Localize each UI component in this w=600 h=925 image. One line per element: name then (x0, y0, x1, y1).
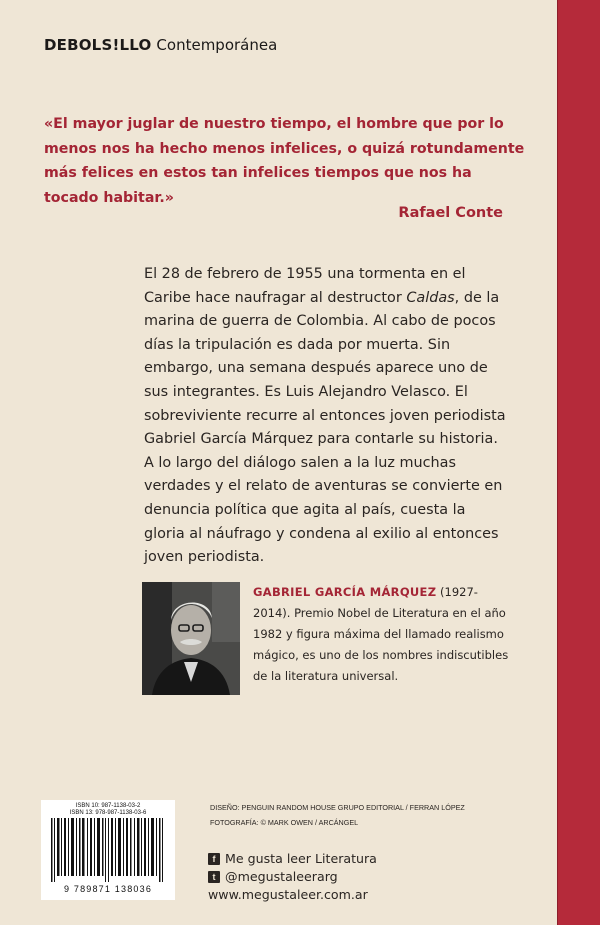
ship-name: Caldas (406, 289, 455, 306)
quote-author: Rafael Conte (398, 205, 503, 221)
social-links (208, 850, 377, 904)
isbn-13: ISBN 13: 978-987-1138-03-6 (69, 810, 147, 816)
author-name: GABRIEL GARCÍA MÁRQUEZ (253, 585, 437, 599)
facebook-row[interactable] (208, 850, 377, 868)
twitter-icon: t (208, 871, 220, 883)
facebook-label: Me gusta leer Literatura (225, 851, 377, 866)
publisher-name: DEBOLS!LLO (44, 36, 152, 54)
isbn-10: ISBN 10: 987-1138-03-2 (75, 803, 141, 809)
synopsis-paragraph-1: El 28 de febrero de 1955 una tormenta en el Caribe hace naufragar al destructor Caldas, de la marina de guerra de Colombia. Al cabo de pocos días la tripulación es dada por muerta. Sin embargo, una semana después aparece uno de sus integrantes. Es Luis Alejandro Velasco. El sobreviviente recurre al entonces joven periodista Gabriel García Márquez para contarle su historia. (144, 266, 506, 448)
collection-name: Contemporánea (156, 36, 278, 54)
blurb-quote: «El mayor juglar de nuestro tiempo, el hombre que por lo menos nos ha hecho menos infelices, o quizá rotundamente más felices en estos tan infelices tiempos que nos ha tocado habitar.» (44, 116, 525, 206)
facebook-icon: f (208, 853, 220, 865)
credits (210, 800, 465, 830)
photo-credit: FOTOGRAFÍA: © MARK OWEN / ARCÁNGEL (210, 818, 359, 827)
barcode-digits: 9 789871 138036 (63, 884, 153, 894)
publisher-brand (44, 36, 277, 54)
red-spine (557, 0, 600, 925)
twitter-row[interactable] (208, 868, 377, 886)
website-row[interactable] (208, 886, 377, 904)
author-photo (142, 582, 240, 695)
synopsis (144, 263, 510, 570)
author-bio-text: (1927-2014). Premio Nobel de Literatura en el año 1982 y figura máxima del llamado realismo mágico, es uno de los nombres indiscutibles de la literatura universal. (253, 585, 509, 683)
design-credit: DISEÑO: PENGUIN RANDOM HOUSE GRUPO EDITORIAL / FERRAN LÓPEZ (210, 803, 465, 812)
barcode (41, 800, 175, 900)
synopsis-paragraph-2: A lo largo del diálogo salen a la luz muchas verdades y el relato de aventuras se convierte en denuncia política que agita al país, cuesta la gloria al náufrago y condena al exilio al entonces joven periodista. (144, 454, 503, 566)
website-link[interactable]: www.megustaleer.com.ar (208, 887, 368, 902)
barcode-bars (51, 818, 165, 882)
author-bio (253, 582, 515, 687)
twitter-handle: @megustaleerarg (225, 869, 338, 884)
